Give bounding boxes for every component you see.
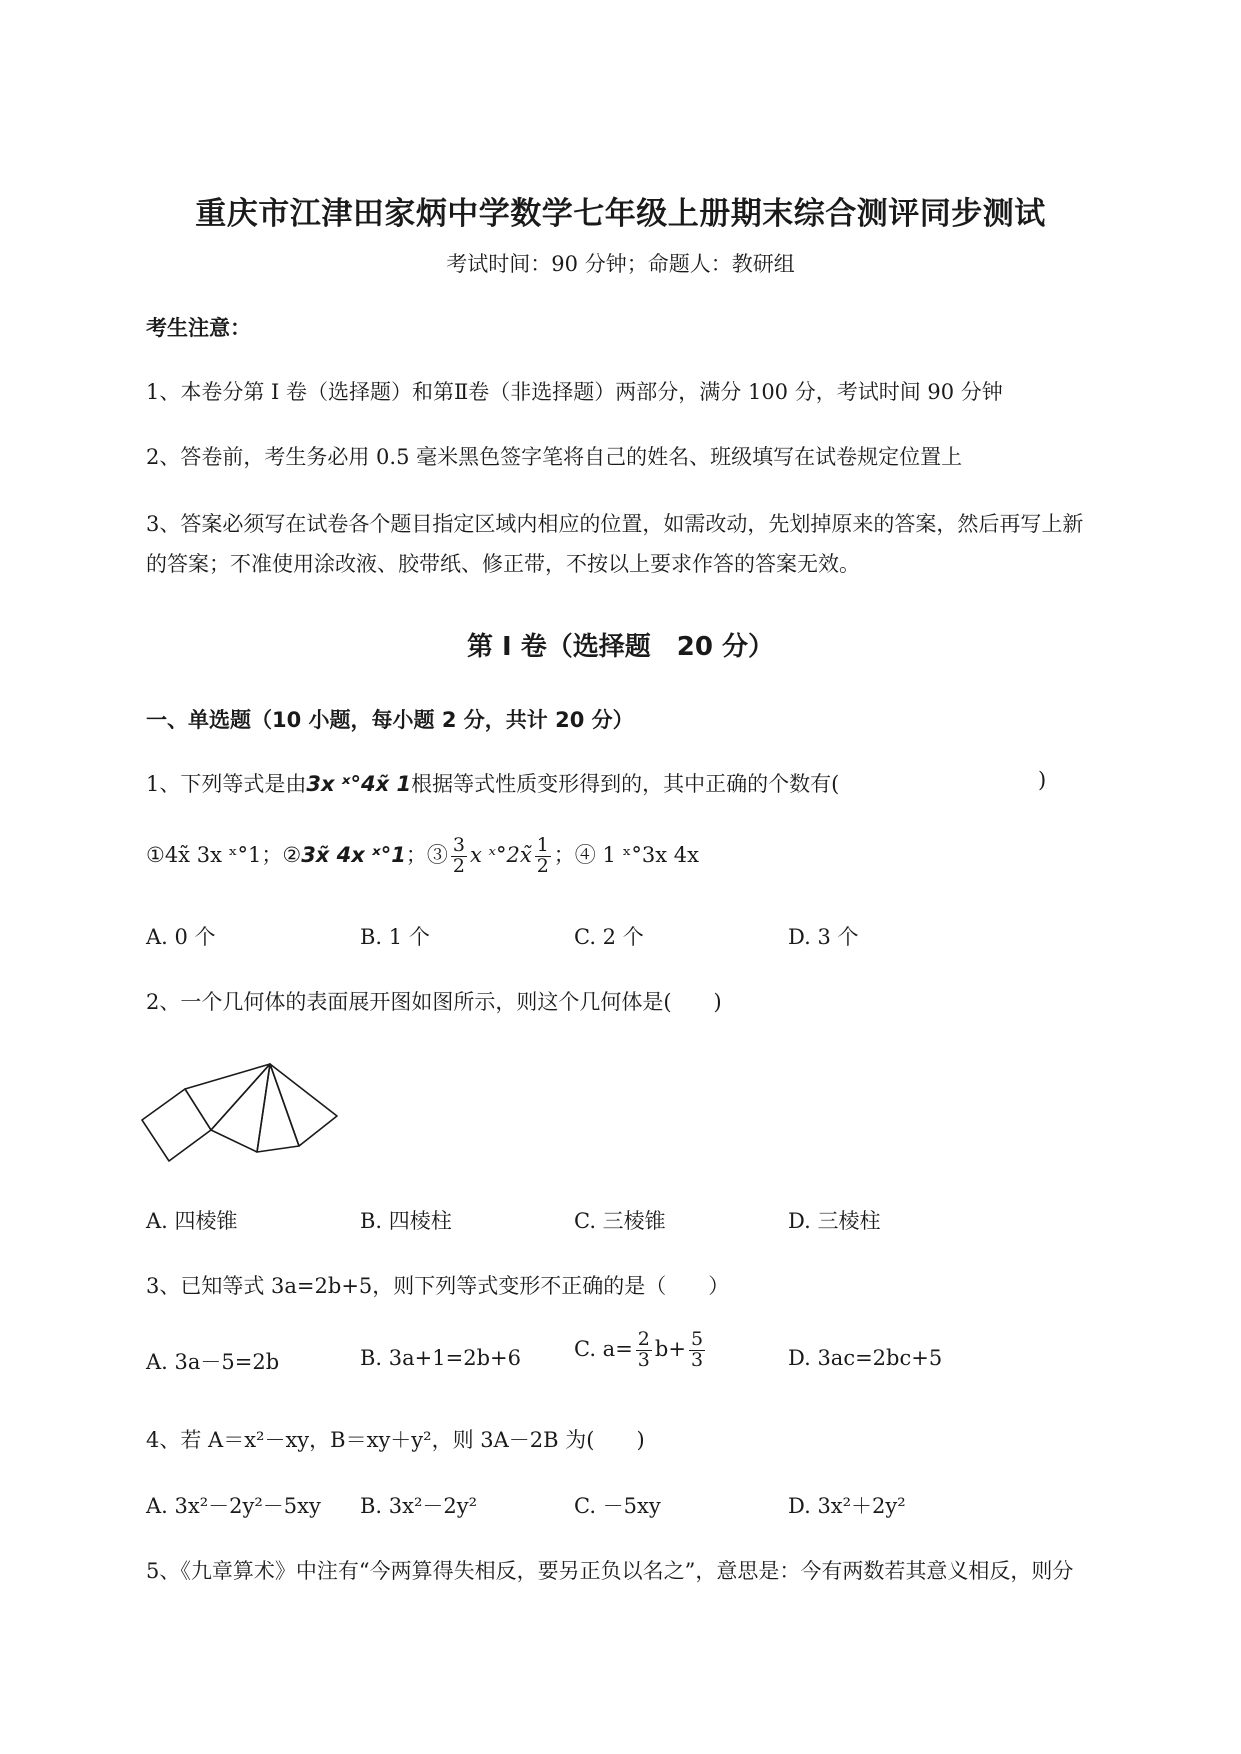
question-5-stem: 5、《九章算术》中注有“今两算得失相反，要另正负以名之”，意思是：今有两数若其意义相反，则分 — [146, 1559, 1074, 1583]
question-2-stem: 2、一个几何体的表面展开图如图所示，则这个几何体是( ) — [146, 990, 722, 1014]
notice-item-2: 2、答卷前，考生务必用 0.5 毫米黑色签字笔将自己的姓名、班级填写在试卷规定位置上 — [146, 445, 963, 469]
question-1-items — [146, 836, 699, 877]
q4-option-a[interactable]: A. 3x²－2y²－5xy — [146, 1494, 321, 1518]
q1-prefix: 1、下列等式是由 — [146, 772, 307, 796]
q4-option-d[interactable]: D. 3x²＋2y² — [788, 1494, 906, 1518]
q2-option-b[interactable]: B. 四棱柱 — [360, 1209, 452, 1233]
q2-option-c[interactable]: C. 三棱锥 — [574, 1209, 666, 1233]
q1-fraction-1-2: $\frac{1}{2}$ — [536, 834, 549, 877]
q3-option-a[interactable]: A. 3a－5=2b — [146, 1350, 280, 1374]
q1-option-d[interactable]: D. 3 个 — [788, 925, 859, 949]
q3-fraction-2-3: $\frac{2}{3}$ — [637, 1328, 650, 1371]
notice-item-1: 1、本卷分第 I 卷（选择题）和第Ⅱ卷（非选择题）两部分，满分 100 分，考试时间 90 分钟 — [146, 380, 1003, 404]
notice-heading: 考生注意： — [146, 316, 251, 340]
q3-option-b[interactable]: B. 3a+1=2b+6 — [360, 1346, 521, 1370]
q1-equation: 3x ˣ°4x̃ 1 — [306, 772, 412, 796]
question-3-stem: 3、已知等式 3a=2b+5，则下列等式变形不正确的是（ ） — [146, 1274, 730, 1298]
q1-item-4: ；④ 1 ˣ°3x 4x — [553, 842, 699, 867]
q1-fraction-3-2: $\frac{3}{2}$ — [452, 834, 465, 877]
question-1-stem — [146, 768, 839, 798]
net-face-3 — [257, 1064, 299, 1152]
q1-item-2-eq: 3x̃ 4x ˣ°1 — [301, 842, 406, 867]
net-face-4 — [270, 1064, 337, 1146]
q4-option-b[interactable]: B. 3x²－2y² — [360, 1494, 478, 1518]
net-diagram — [140, 1055, 350, 1170]
q1-option-b[interactable]: B. 1 个 — [360, 925, 430, 949]
q3-fraction-5-3: $\frac{5}{3}$ — [690, 1328, 704, 1371]
q1-item-3-mid: x ˣ°2x̃ — [470, 842, 532, 867]
q3-option-c-prefix: C. a= — [574, 1336, 633, 1361]
q3-option-d[interactable]: D. 3ac=2bc+5 — [788, 1346, 943, 1370]
question-4-stem: 4、若 A＝x²－xy，B＝xy＋y²，则 3A－2B 为( ) — [146, 1428, 645, 1452]
q2-option-d[interactable]: D. 三棱柱 — [788, 1209, 881, 1233]
exam-subtitle: 考试时间：90 分钟；命题人：教研组 — [446, 252, 795, 276]
q1-item-3-marker: ；③ — [405, 842, 448, 867]
exam-title: 重庆市江津田家炳中学数学七年级上册期末综合测评同步测试 — [195, 196, 1046, 232]
q3-option-c[interactable] — [574, 1330, 708, 1371]
notice-item-3-line-2: 的答案；不准使用涂改液、胶带纸、修正带，不按以上要求作答的答案无效。 — [146, 552, 860, 576]
notice-item-3-line-1: 3、答案必须写在试卷各个题目指定区域内相应的位置，如需改动，先划掉原来的答案，然后再写上新 — [146, 512, 1084, 536]
q1-option-c[interactable]: C. 2 个 — [574, 925, 644, 949]
q3-option-c-mid: b+ — [654, 1336, 686, 1361]
net-square-left — [142, 1089, 211, 1161]
q2-option-a[interactable]: A. 四棱锥 — [146, 1209, 238, 1233]
section-title: 第 I 卷（选择题 20 分） — [466, 632, 774, 662]
net-face-2 — [211, 1064, 270, 1152]
q1-item-2-marker: ② — [282, 842, 302, 867]
net-face-1 — [185, 1064, 270, 1130]
q1-item-1: ①4x̃ 3x ˣ°1； — [146, 842, 283, 867]
part-heading: 一、单选题（10 小题，每小题 2 分，共计 20 分） — [146, 708, 634, 732]
q1-suffix: 根据等式性质变形得到的，其中正确的个数有( — [411, 772, 840, 796]
q4-option-c[interactable]: C. －5xy — [574, 1494, 661, 1518]
q1-close-paren: ) — [1038, 768, 1047, 792]
q1-option-a[interactable]: A. 0 个 — [146, 925, 216, 949]
